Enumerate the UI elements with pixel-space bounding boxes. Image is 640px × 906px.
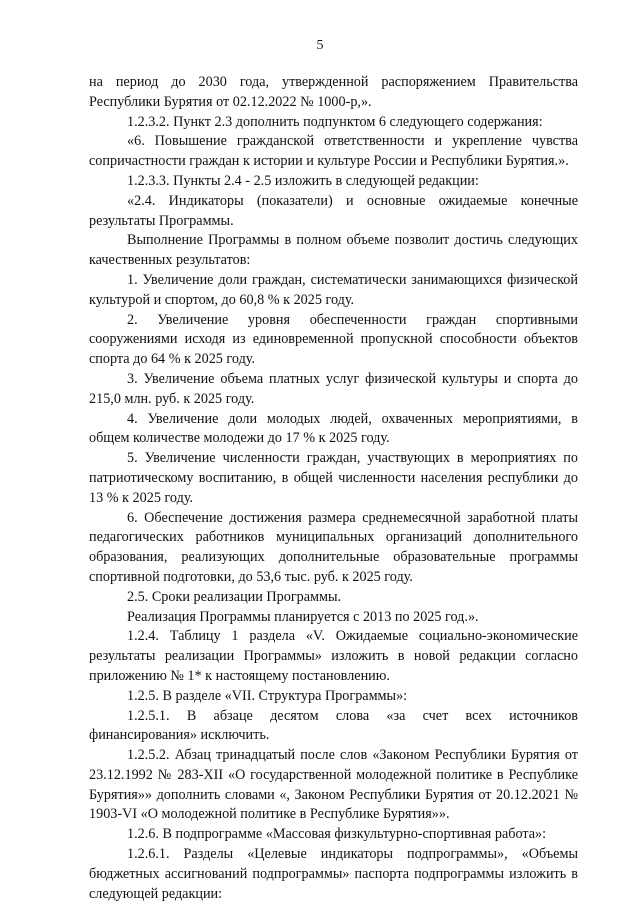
paragraph: на период до 2030 года, утвержденной распоряжением Правительства Республики Бурятия от 02.12.2022 № 1000-р,». [89, 74, 578, 110]
paragraph: 1. Увеличение доли граждан, систематически занимающихся физической культурой и спортом, до 60,8 % к 2025 году. [89, 271, 578, 308]
paragraph: 3. Увеличение объема платных услуг физической культуры и спорта до 215,0 млн. руб. к 2025 году. [89, 370, 578, 407]
document-body [89, 73, 578, 904]
paragraph: 1.2.5.2. Абзац тринадцатый после слов «Законом Республики Бурятия от 23.12.1992 № 283-XII «О государственной молодежной политике в Республике Бурятия»» дополнить словами «, Законом Республики Бурятия от 20.12.2021 № 1903-VI «О молодежной политике в Республике Бурятия»». [89, 747, 578, 823]
paragraph: 1.2.3.3. Пункты 2.4 - 2.5 изложить в следующей редакции: [127, 172, 479, 189]
paragraph: 5. Увеличение численности граждан, участвующих в мероприятиях по патриотическому воспитанию, в общей численности населения республики до 13 % к 2025 году. [89, 450, 578, 506]
paragraph: Выполнение Программы в полном объеме позволит достичь следующих качественных результатов: [89, 232, 578, 269]
paragraph: «6. Повышение гражданской ответственности и укрепление чувства сопричастности граждан к истории и культуре России и Республики Бурятия.». [89, 133, 578, 170]
paragraph: 4. Увеличение доли молодых людей, охваченных мероприятиями, в общем количестве молодежи до 17 % к 2025 году. [89, 410, 578, 447]
paragraph: 1.2.3.2. Пункт 2.3 дополнить подпунктом 6 следующего содержания: [127, 113, 543, 130]
paragraph: 1.2.4. Таблицу 1 раздела «V. Ожидаемые социально-экономические результаты реализации Программы» изложить в новой редакции согласно приложению № 1* к настоящему постановлению. [89, 628, 578, 684]
paragraph: 1.2.6. В подпрограмме «Массовая физкультурно-спортивная работа»: [127, 826, 547, 843]
paragraph: 6. Обеспечение достижения размера среднемесячной заработной платы педагогических работников муниципальных организаций дополнительного образования, реализующих дополнительные образовательные программы спортивной подготовки, до 53,6 тыс. руб. к 2025 году. [89, 509, 578, 585]
paragraph: «2.4. Индикаторы (показатели) и основные ожидаемые конечные результаты Программы. [89, 192, 578, 229]
paragraph: 1.2.6.1. Разделы «Целевые индикаторы подпрограммы», «Объемы бюджетных ассигнований подпрограммы» паспорта подпрограммы изложить в следующей редакции: [89, 846, 578, 902]
page-number: 5 [316, 38, 324, 53]
paragraph: Реализация Программы планируется с 2013 по 2025 год.». [127, 608, 479, 625]
paragraph: 2. Увеличение уровня обеспеченности граждан спортивными сооружениями исходя из единовременной пропускной способности объектов спорта до 64 % к 2025 году. [89, 311, 578, 368]
paragraph: 2.5. Сроки реализации Программы. [127, 588, 342, 605]
paragraph: 1.2.5.1. В абзаце десятом слова «за счет всех источников финансирования» исключить. [89, 707, 578, 744]
paragraph: 1.2.5. В разделе «VII. Структура Программы»: [127, 687, 408, 704]
